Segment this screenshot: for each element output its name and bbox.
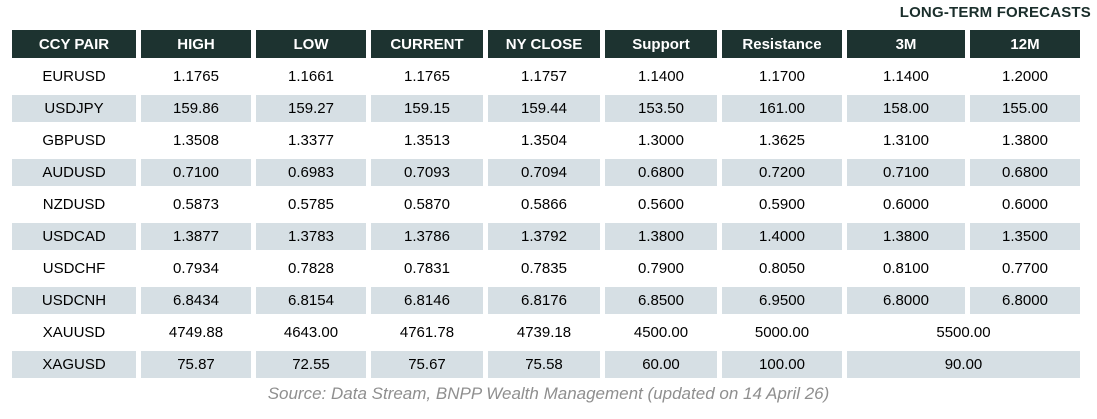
- value-cell: 159.27: [256, 95, 366, 122]
- value-cell: 161.00: [722, 95, 842, 122]
- column-header-ny-close: NY CLOSE: [488, 30, 600, 58]
- value-cell: 1.3500: [970, 223, 1080, 250]
- value-cell: 1.3877: [141, 223, 251, 250]
- table-row: [12, 127, 1080, 154]
- value-cell: 6.8500: [605, 287, 717, 314]
- value-cell: 1.4000: [722, 223, 842, 250]
- value-cell: 1.3792: [488, 223, 600, 250]
- value-cell: 0.5785: [256, 191, 366, 218]
- value-cell: 0.7100: [141, 159, 251, 186]
- value-cell: 75.58: [488, 351, 600, 378]
- table-row: [12, 351, 1080, 378]
- value-cell: 0.7094: [488, 159, 600, 186]
- value-cell: 1.3800: [605, 223, 717, 250]
- value-cell: 0.5900: [722, 191, 842, 218]
- ccy-pair-cell: USDCAD: [12, 223, 136, 250]
- value-cell: 159.86: [141, 95, 251, 122]
- value-cell: 0.6000: [847, 191, 965, 218]
- value-cell: 0.5870: [371, 191, 483, 218]
- ccy-pair-cell: NZDUSD: [12, 191, 136, 218]
- value-cell: 6.8154: [256, 287, 366, 314]
- value-cell: 6.9500: [722, 287, 842, 314]
- value-cell: 1.3100: [847, 127, 965, 154]
- table-row: [12, 287, 1080, 314]
- value-cell: 0.6800: [605, 159, 717, 186]
- value-cell: 1.3800: [847, 223, 965, 250]
- value-cell: 155.00: [970, 95, 1080, 122]
- value-cell: 1.3377: [256, 127, 366, 154]
- ccy-pair-cell: USDCHF: [12, 255, 136, 282]
- value-cell: 100.00: [722, 351, 842, 378]
- value-cell: 1.3513: [371, 127, 483, 154]
- value-cell: 0.5873: [141, 191, 251, 218]
- value-cell: 0.6000: [970, 191, 1080, 218]
- ccy-pair-cell: GBPUSD: [12, 127, 136, 154]
- value-cell: 159.44: [488, 95, 600, 122]
- value-cell: 6.8176: [488, 287, 600, 314]
- ccy-pair-cell: EURUSD: [12, 63, 136, 90]
- value-cell: 1.3000: [605, 127, 717, 154]
- value-cell: 0.7831: [371, 255, 483, 282]
- value-cell: 0.8050: [722, 255, 842, 282]
- value-cell: 1.1661: [256, 63, 366, 90]
- column-header-high: HIGH: [141, 30, 251, 58]
- value-cell: 75.87: [141, 351, 251, 378]
- value-cell: 1.1765: [371, 63, 483, 90]
- value-cell: 153.50: [605, 95, 717, 122]
- table-row: [12, 95, 1080, 122]
- long-term-forecasts-label: LONG-TERM FORECASTS: [899, 4, 1091, 21]
- ccy-pair-cell: XAGUSD: [12, 351, 136, 378]
- value-cell: 0.5600: [605, 191, 717, 218]
- value-cell: 4500.00: [605, 319, 717, 346]
- value-cell: 0.7093: [371, 159, 483, 186]
- table-row: [12, 223, 1080, 250]
- value-cell: 0.6983: [256, 159, 366, 186]
- value-cell: 72.55: [256, 351, 366, 378]
- column-header-3m: 3M: [847, 30, 965, 58]
- column-header-support: Support: [605, 30, 717, 58]
- value-cell: 0.8100: [847, 255, 965, 282]
- table-row: [12, 63, 1080, 90]
- value-cell: 4761.78: [371, 319, 483, 346]
- column-header-resistance: Resistance: [722, 30, 842, 58]
- value-cell: 1.3625: [722, 127, 842, 154]
- value-cell: 0.7828: [256, 255, 366, 282]
- table-row: [12, 255, 1080, 282]
- value-cell: 5000.00: [722, 319, 842, 346]
- value-cell: 159.15: [371, 95, 483, 122]
- ccy-pair-cell: USDCNH: [12, 287, 136, 314]
- merged-forecast-cell: 5500.00: [847, 319, 1080, 346]
- value-cell: 75.67: [371, 351, 483, 378]
- value-cell: 4749.88: [141, 319, 251, 346]
- value-cell: 0.7200: [722, 159, 842, 186]
- value-cell: 1.1757: [488, 63, 600, 90]
- value-cell: 1.3800: [970, 127, 1080, 154]
- ccy-pair-cell: XAUUSD: [12, 319, 136, 346]
- ccy-pair-cell: USDJPY: [12, 95, 136, 122]
- value-cell: 6.8146: [371, 287, 483, 314]
- ccy-pair-cell: AUDUSD: [12, 159, 136, 186]
- table-row: [12, 159, 1080, 186]
- value-cell: 0.7835: [488, 255, 600, 282]
- value-cell: 0.7100: [847, 159, 965, 186]
- value-cell: 0.5866: [488, 191, 600, 218]
- value-cell: 0.7700: [970, 255, 1080, 282]
- value-cell: 4739.18: [488, 319, 600, 346]
- value-cell: 1.1400: [847, 63, 965, 90]
- value-cell: 158.00: [847, 95, 965, 122]
- value-cell: 1.3786: [371, 223, 483, 250]
- fx-rates-table: [7, 25, 1085, 383]
- value-cell: 6.8000: [970, 287, 1080, 314]
- value-cell: 1.2000: [970, 63, 1080, 90]
- value-cell: 6.8000: [847, 287, 965, 314]
- table-body: [12, 63, 1080, 378]
- value-cell: 1.3783: [256, 223, 366, 250]
- column-header-12m: 12M: [970, 30, 1080, 58]
- source-note: Source: Data Stream, BNPP Wealth Management (updated on 14 April 26): [267, 384, 830, 403]
- value-cell: 1.3508: [141, 127, 251, 154]
- value-cell: 0.6800: [970, 159, 1080, 186]
- column-header-ccy-pair: CCY PAIR: [12, 30, 136, 58]
- column-header-current: CURRENT: [371, 30, 483, 58]
- column-header-low: LOW: [256, 30, 366, 58]
- value-cell: 60.00: [605, 351, 717, 378]
- value-cell: 1.1765: [141, 63, 251, 90]
- table-row: [12, 319, 1080, 346]
- value-cell: 0.7934: [141, 255, 251, 282]
- header-row: [12, 30, 1080, 58]
- value-cell: 6.8434: [141, 287, 251, 314]
- table-row: [12, 191, 1080, 218]
- value-cell: 1.1700: [722, 63, 842, 90]
- value-cell: 0.7900: [605, 255, 717, 282]
- value-cell: 1.1400: [605, 63, 717, 90]
- value-cell: 1.3504: [488, 127, 600, 154]
- merged-forecast-cell: 90.00: [847, 351, 1080, 378]
- value-cell: 4643.00: [256, 319, 366, 346]
